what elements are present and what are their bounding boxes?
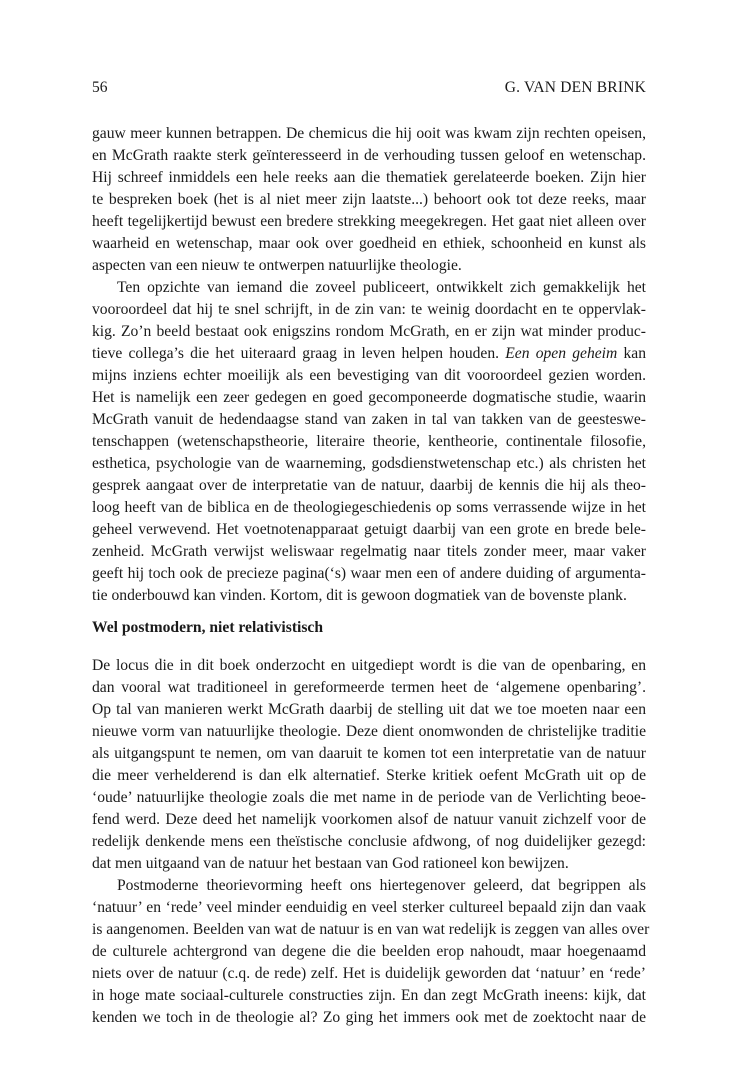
text-line: tenschappen (wetenschapstheorie, literaire theorie, kentheorie, continentale filosofie, bbox=[92, 433, 646, 450]
text-line: vooroordeel dat hij te snel schrijft, in de zin van: te weinig doordacht en te oppervlak- bbox=[92, 301, 646, 318]
text-line: Postmoderne theorievorming heeft ons hiertegenover geleerd, dat begrippen als bbox=[117, 877, 646, 894]
text-line: te bespreken boek (het is al niet meer zijn laatste...) behoort ook tot deze reeks, maar bbox=[92, 191, 646, 208]
text-line: Hij schreef inmiddels een hele reeks aan die thematiek gerelateerde boeken. Zijn hier bbox=[92, 169, 646, 186]
text-line: nieuwe vorm van natuurlijke theologie. Deze dient onomwonden de christelijke traditie bbox=[92, 723, 646, 740]
text-line: Het is namelijk een zeer gedegen en goed gecomponeerde dogmatische studie, waarin bbox=[92, 389, 646, 406]
text-line: tie onderbouwd kan vinden. Kortom, dit is gewoon dogmatiek van de bovenste plank. bbox=[92, 587, 627, 604]
text-line: geheel verwevend. Het voetnotenapparaat getuigt daarbij van een grote en brede bele- bbox=[92, 521, 646, 538]
text-line: dan vooral wat traditioneel in gereformeerde termen heet de ‘algemene openbaring’. bbox=[92, 679, 646, 696]
text-line: kig. Zo’n beeld bestaat ook enigszins rondom McGrath, en er zijn wat minder produc- bbox=[92, 323, 646, 340]
text-line: waarheid en wetenschap, maar ook over goedheid en ethiek, schoonheid en kunst als bbox=[92, 235, 646, 252]
text-line: Op tal van manieren werkt McGrath daarbij de stelling uit dat we toe moeten naar een bbox=[92, 701, 646, 718]
section-heading: Wel postmodern, niet relativistisch bbox=[92, 619, 324, 636]
text-line: in hoge mate sociaal-culturele constructies zijn. En dan zegt McGrath ineens: kijk, dat bbox=[92, 987, 646, 1004]
text-line: en McGrath raakte sterk geïnteresseerd in de verhouding tussen geloof en wetenschap. bbox=[92, 147, 646, 164]
text-line: dat men uitgaand van de natuur het bestaan van God rationeel kon bewijzen. bbox=[92, 855, 569, 872]
text-line: heeft tegelijkertijd bewust een bredere strekking meegekregen. Het gaat niet alleen over bbox=[92, 213, 646, 230]
text-line: fend werd. Deze deed het namelijk voorkomen alsof de natuur vanuit zichzelf voor de bbox=[92, 811, 646, 828]
book-title-italic: Een open geheim bbox=[505, 345, 618, 362]
text-line: niets over de natuur (c.q. de rede) zelf. Het is duidelijk geworden dat ‘natuur’ en ‘rede’ bbox=[92, 965, 646, 982]
text-line: als uitgangspunt te nemen, om van daaruit te komen tot een interpretatie van de natuur bbox=[92, 745, 646, 762]
text-line: De locus die in dit boek onderzocht en uitgediept wordt is die van de openbaring, en bbox=[92, 657, 646, 674]
text-line: loog heeft van de biblica en de theologiegeschiedenis op soms verrassende wijze in het bbox=[92, 499, 646, 516]
text-segment: kan bbox=[617, 345, 646, 362]
text-line: gesprek aangaat over de interpretatie van de natuur, daarbij de kennis die hij als theo- bbox=[92, 477, 646, 494]
text-line: is aangenomen. Beelden van wat de natuur is en van wat redelijk is zeggen van alles over bbox=[92, 921, 650, 938]
text-line: gauw meer kunnen betrappen. De chemicus die hij ooit was kwam zijn rechten opeisen, bbox=[92, 125, 646, 142]
page-number: 56 bbox=[92, 79, 108, 96]
text-line: zenheid. McGrath verwijst weliswaar regelmatig naar titels zonder meer, maar vaker bbox=[92, 543, 646, 560]
text-line: ‘oude’ natuurlijke theologie zoals die met name in de periode van de Verlichting beoe- bbox=[92, 789, 646, 806]
text-line: aspecten van een nieuw te ontwerpen natuurlijke theologie. bbox=[92, 257, 462, 274]
text-segment: tieve collega’s die het uiteraard graag in leven helpen houden. bbox=[92, 345, 506, 362]
text-line: die meer verhelderend is dan elk alternatief. Sterke kritiek oefent McGrath uit op de bbox=[92, 767, 646, 784]
text-line: ‘natuur’ en ‘rede’ veel minder eenduidig en veel sterker cultureel bepaald zijn dan vaak bbox=[92, 899, 646, 916]
text-line: kenden we toch in de theologie al? Zo ging het immers ook met de zoektocht naar de bbox=[92, 1009, 646, 1026]
text-line: mijns inziens echter moeilijk als een bevestiging van dit vooroordeel gezien worden. bbox=[92, 367, 646, 384]
text-line: McGrath vanuit de hedendaagse stand van zaken in tal van takken van de geesteswe- bbox=[92, 411, 646, 428]
text-line bbox=[92, 344, 646, 364]
text-line: de culturele achtergrond van degene die die beelden erop nahoudt, maar hoegenaamd bbox=[92, 943, 646, 960]
text-line: redelijk denkende mens een theïstische conclusie afdwong, of nog duidelijker gezegd: bbox=[92, 833, 646, 850]
text-line: esthetica, psychologie van de waarneming, godsdienstwetenschap etc.) als christen het bbox=[92, 455, 646, 472]
text-line: Ten opzichte van iemand die zoveel publiceert, ontwikkelt zich gemakkelijk het bbox=[117, 279, 646, 296]
text-line: geeft hij toch ook de precieze pagina(‘s) waar men een of andere duiding of argumenta- bbox=[92, 565, 646, 582]
running-head-author: G. VAN DEN BRINK bbox=[504, 79, 646, 96]
